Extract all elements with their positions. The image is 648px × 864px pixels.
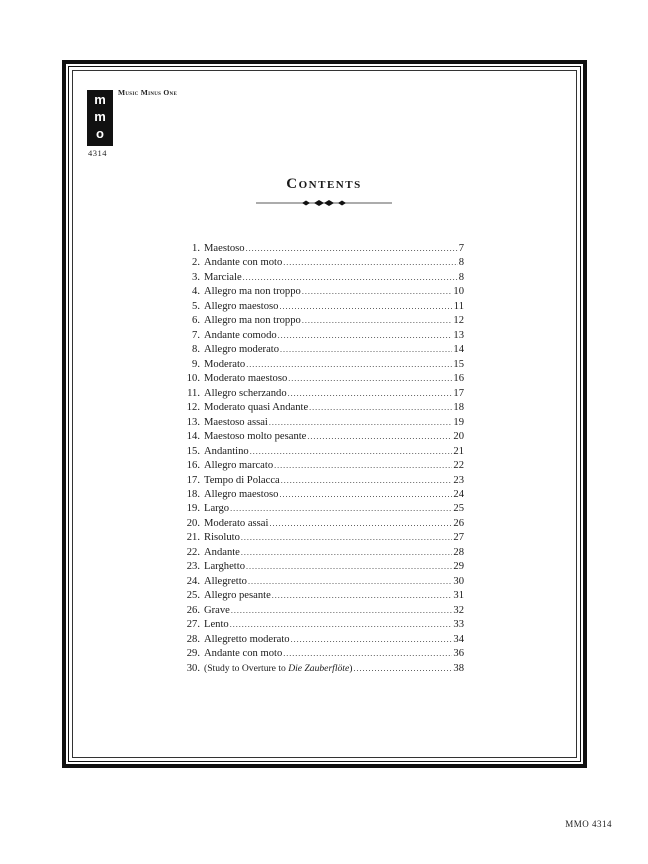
toc-entry-title: Moderato (204, 358, 246, 370)
toc-entry-number: 11. (187, 387, 200, 399)
toc-dot-leader (230, 618, 453, 632)
toc-entry-number: 2. (192, 257, 200, 269)
toc-entry-number: 6. (192, 315, 200, 327)
toc-entry-page: 23 (453, 474, 464, 486)
toc-entry-number: 14. (186, 431, 200, 443)
toc-entry-title-prefix: (Study to Overture to (204, 662, 289, 674)
toc-entry-page: 14 (453, 344, 464, 356)
toc-entry-page: 27 (453, 532, 464, 544)
toc-entry (178, 256, 464, 270)
toc-entry-number: 10. (186, 373, 200, 385)
toc-entry (178, 604, 464, 618)
logo-letter-m1: m (94, 92, 106, 107)
toc-entry-title: Moderato maestoso (204, 373, 288, 385)
toc-dot-leader (307, 430, 452, 444)
toc-entry-page: 19 (453, 416, 464, 428)
toc-entry (178, 502, 464, 516)
toc-entry-number: 12. (186, 402, 200, 414)
toc-entry (178, 575, 464, 589)
toc-entry-page: 26 (453, 517, 464, 529)
toc-entry-title: Moderato assai (204, 517, 269, 529)
toc-entry-page: 18 (453, 402, 464, 414)
toc-dot-leader (250, 445, 453, 459)
toc-entry-title: Maestoso assai (204, 416, 268, 428)
title-ornament (256, 197, 392, 209)
page-title: Contents (286, 176, 362, 192)
toc-entry-page: 28 (453, 546, 464, 558)
toc-entry-page: 13 (453, 329, 464, 341)
toc-entry (178, 314, 464, 328)
toc-entry-title: Allegro ma non troppo (204, 286, 301, 298)
toc-entry (178, 285, 464, 299)
toc-entry (178, 329, 464, 343)
toc-entry (178, 488, 464, 502)
toc-entry-page: 30 (453, 575, 464, 587)
contents-list (178, 242, 464, 676)
toc-entry-page: 33 (453, 619, 464, 631)
toc-entry-page: 32 (453, 604, 464, 616)
toc-entry-page: 21 (453, 445, 464, 457)
toc-entry-number: 20. (186, 517, 200, 529)
toc-dot-leader (288, 372, 452, 386)
toc-entry-page: 36 (453, 648, 464, 660)
toc-entry-number: 3. (192, 271, 200, 283)
toc-dot-leader (283, 256, 457, 270)
toc-entry-number: 15. (186, 445, 200, 457)
toc-dot-leader (353, 662, 452, 676)
toc-entry-title (204, 662, 352, 676)
page-footer-code: MMO 4314 (565, 819, 612, 829)
toc-entry-number: 30. (186, 662, 200, 674)
toc-entry (178, 358, 464, 372)
toc-dot-leader (269, 416, 453, 430)
toc-entry-number: 8. (192, 344, 200, 356)
toc-entry-title: Moderato quasi Andante (204, 402, 309, 414)
toc-dot-leader (230, 502, 452, 516)
toc-entry-page: 12 (453, 315, 464, 327)
toc-entry-page: 7 (458, 243, 464, 254)
toc-entry-page: 17 (453, 387, 464, 399)
toc-dot-leader (243, 271, 458, 285)
toc-entry-number: 25. (186, 590, 200, 602)
toc-entry (178, 416, 464, 430)
toc-dot-leader (288, 387, 453, 401)
toc-entry-page: 11 (453, 300, 464, 312)
toc-dot-leader (269, 517, 452, 531)
toc-entry (178, 474, 464, 488)
toc-entry-number: 19. (186, 503, 200, 515)
toc-entry-number: 22. (186, 546, 200, 558)
toc-entry (178, 546, 464, 560)
toc-entry-number: 5. (192, 300, 200, 312)
toc-dot-leader (248, 575, 452, 589)
toc-entry (178, 589, 464, 603)
publisher-name: Music Minus One (118, 88, 178, 97)
toc-entry (178, 647, 464, 661)
toc-entry-page: 8 (458, 271, 464, 283)
toc-dot-leader (274, 459, 452, 473)
toc-entry-title: Andante con moto (204, 648, 283, 660)
toc-entry-title-suffix: ) (349, 662, 353, 674)
toc-entry (178, 560, 464, 574)
toc-entry (178, 401, 464, 415)
toc-entry-page: 16 (453, 373, 464, 385)
toc-entry-title: Largo (204, 503, 230, 515)
toc-entry-number: 17. (186, 474, 200, 486)
toc-entry-title: Lento (204, 619, 229, 631)
toc-entry-page: 10 (453, 286, 464, 298)
toc-entry-page: 34 (453, 633, 464, 645)
toc-entry-page: 29 (453, 561, 464, 573)
toc-entry-title: Larghetto (204, 561, 245, 573)
toc-entry (178, 387, 464, 401)
toc-entry (178, 343, 464, 357)
toc-entry-number: 28. (186, 633, 200, 645)
toc-dot-leader (302, 314, 453, 328)
toc-dot-leader (283, 647, 452, 661)
toc-entry-page: 8 (458, 257, 464, 269)
catalog-code: 4314 (88, 148, 107, 158)
logo-letter-m2: m (94, 109, 106, 124)
toc-dot-leader (279, 300, 452, 314)
toc-entry-page: 25 (453, 503, 464, 515)
toc-entry-title: Andante comodo (204, 329, 277, 341)
toc-entry-title: Andantino (204, 445, 249, 457)
toc-entry-page: 15 (453, 358, 464, 370)
toc-entry-title: Allegro marcato (204, 460, 274, 472)
toc-dot-leader (272, 589, 453, 603)
toc-entry-title-italic: Die Zauberflöte (288, 662, 350, 674)
toc-entry (178, 242, 464, 256)
toc-entry-title: Risoluto (204, 532, 240, 544)
toc-entry-page: 31 (453, 590, 464, 602)
toc-entry-title: Allegro pesante (204, 590, 271, 602)
toc-entry-title: Maestoso (204, 243, 245, 254)
toc-entry (178, 271, 464, 285)
toc-entry (178, 618, 464, 632)
toc-entry-title: Andante (204, 546, 240, 558)
toc-entry-title: Allegro ma non troppo (204, 315, 301, 327)
toc-dot-leader (291, 633, 453, 647)
toc-entry-title: Allegro maestoso (204, 488, 279, 500)
toc-entry-number: 23. (186, 561, 200, 573)
toc-entry-page: 22 (453, 460, 464, 472)
toc-dot-leader (280, 343, 452, 357)
toc-dot-leader (278, 329, 453, 343)
toc-entry-title: Andante con moto (204, 257, 283, 269)
mmo-logo-block (87, 90, 113, 146)
toc-dot-leader (309, 401, 452, 415)
toc-entry-title: Allegro scherzando (204, 387, 287, 399)
toc-entry-number: 18. (186, 488, 200, 500)
toc-entry-number: 13. (186, 416, 200, 428)
toc-entry-title: Allegretto (204, 575, 247, 587)
toc-entry-page: 20 (453, 431, 464, 443)
toc-dot-leader (302, 285, 453, 299)
logo-letter-o: o (96, 126, 104, 141)
toc-dot-leader (246, 560, 452, 574)
toc-entry (178, 372, 464, 386)
toc-entry-title: Maestoso molto pesante (204, 431, 307, 443)
toc-entry-number: 21. (186, 532, 200, 544)
toc-entry-number: 9. (192, 358, 200, 370)
toc-entry-number: 26. (186, 604, 200, 616)
toc-entry-page: 24 (453, 488, 464, 500)
toc-entry-title: Allegro maestoso (204, 300, 279, 312)
toc-entry-number: 16. (186, 460, 200, 472)
toc-entry (178, 517, 464, 531)
toc-entry-title: Tempo di Polacca (204, 474, 280, 486)
toc-entry-title: Grave (204, 604, 230, 616)
toc-entry (178, 459, 464, 473)
toc-dot-leader (231, 604, 453, 618)
toc-entry (178, 445, 464, 459)
toc-entry-number: 29. (186, 648, 200, 660)
toc-entry (178, 531, 464, 545)
toc-dot-leader (246, 242, 458, 256)
toc-entry-title: Marciale (204, 271, 242, 283)
toc-dot-leader (241, 531, 452, 545)
toc-entry (178, 430, 464, 444)
toc-entry (178, 662, 464, 676)
toc-entry-number: 1. (192, 243, 200, 254)
toc-entry-number: 24. (186, 575, 200, 587)
toc-entry-page: 38 (453, 662, 464, 674)
toc-dot-leader (281, 474, 453, 488)
toc-entry-title: Allegro moderato (204, 344, 280, 356)
toc-dot-leader (279, 488, 452, 502)
toc-dot-leader (246, 358, 452, 372)
toc-entry (178, 633, 464, 647)
toc-entry-number: 27. (186, 619, 200, 631)
toc-dot-leader (241, 546, 453, 560)
toc-entry (178, 300, 464, 314)
toc-entry-number: 7. (192, 329, 200, 341)
toc-entry-number: 4. (192, 286, 200, 298)
toc-entry-title: Allegretto moderato (204, 633, 290, 645)
